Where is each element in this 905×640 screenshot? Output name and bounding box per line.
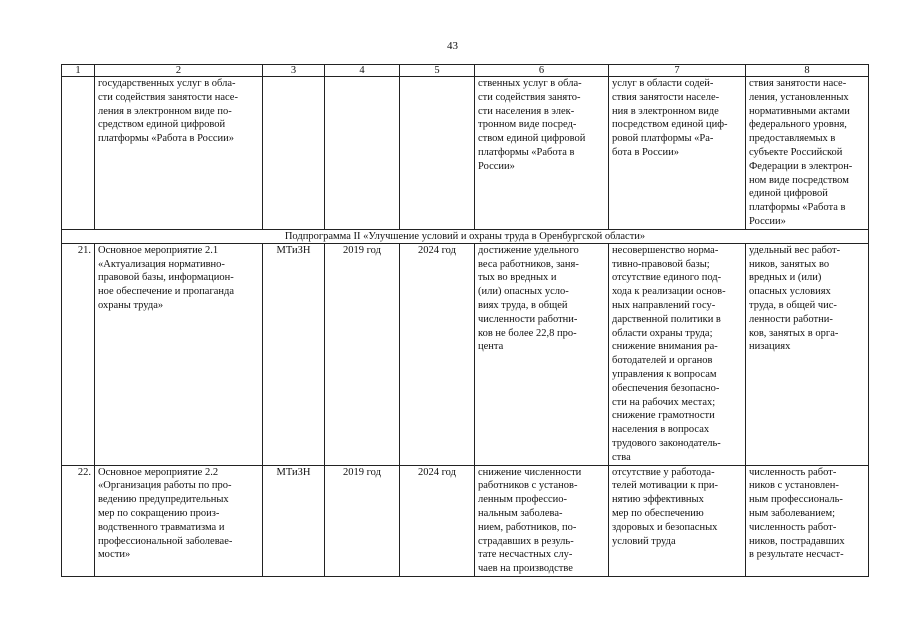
cont-cell-name: государственных услуг в обла- сти содействия занятости насе- ления в электронном виде по- средством единой цифровой платформы «Работа в России» — [95, 77, 263, 230]
cont-cell-end — [400, 77, 475, 230]
header-col-7: 7 — [609, 65, 746, 77]
cont-cell-risks: услуг в области содей- ствия занятости населе- ния в электронном виде посредством единой циф- ровой платформы «Ра- бота в России» — [609, 77, 746, 230]
header-col-8: 8 — [746, 65, 869, 77]
table-row — [62, 243, 869, 465]
risks: несовершенство норма- тивно-правовой базы; отсутствие единого под- хода к реализации основ- ных направлений госу- дарственной политики в области охраны труда; снижение внимания ра- ботодателей и органов управления к вопросам обеспечения безопасно- сти на рабочих местах; снижение грамотности населения в вопросах трудового законодатель- ства — [609, 243, 746, 465]
header-col-5: 5 — [400, 65, 475, 77]
continuation-row — [62, 77, 869, 230]
start-year: 2019 год — [325, 465, 400, 576]
header-col-4: 4 — [325, 65, 400, 77]
risks: отсутствие у работода- телей мотивации к при- нятию эффективных мер по обеспечению здоровых и безопасных условий труда — [609, 465, 746, 576]
subprogram-title: Подпрограмма II «Улучшение условий и охраны труда в Оренбургской области» — [62, 229, 869, 243]
start-year: 2019 год — [325, 243, 400, 465]
table-row — [62, 465, 869, 576]
cont-cell-exec — [263, 77, 325, 230]
indicator: численность работ- ников с установлен- ным профессиональ- ным заболеванием; численность работ- ников, пострадавших в результате несчаст- — [746, 465, 869, 576]
indicator: удельный вес работ- ников, занятых во вредных и (или) опасных условиях труда, в общей чис- ленности работни- ков, занятых в орга- низациях — [746, 243, 869, 465]
measures-table — [61, 64, 869, 577]
row-number: 22. — [62, 465, 95, 576]
executor: МТиЗН — [263, 465, 325, 576]
expected-result: достижение удельного веса работников, заня- тых во вредных и (или) опасных усло- виях труда, в общей численности работни- ков не более 22,8 про- цента — [475, 243, 609, 465]
header-col-6: 6 — [475, 65, 609, 77]
cont-cell-start — [325, 77, 400, 230]
page-number: 43 — [447, 40, 458, 52]
header-col-1: 1 — [62, 65, 95, 77]
cont-cell-indicator: ствия занятости насе- ления, установленных нормативными актами федерального уровня, предоставляемых в субъекте Российской Федерации в электрон- ном виде посредством единой цифровой платформы «Работа в России» — [746, 77, 869, 230]
header-col-2: 2 — [95, 65, 263, 77]
executor: МТиЗН — [263, 243, 325, 465]
header-row — [62, 65, 869, 77]
measure-name: Основное мероприятие 2.2 «Организация работы по про- ведению предупредительных мер по сокращению произ- водственного травматизма и профессиональной заболевае- мости» — [95, 465, 263, 576]
end-year: 2024 год — [400, 243, 475, 465]
end-year: 2024 год — [400, 465, 475, 576]
header-col-3: 3 — [263, 65, 325, 77]
expected-result: снижение численности работников с установ- ленным профессио- нальным заболева- нием, работников, по- страдавших в резуль- тате несчастных слу- чаев на производстве — [475, 465, 609, 576]
row-number: 21. — [62, 243, 95, 465]
cont-cell-num — [62, 77, 95, 230]
measure-name: Основное мероприятие 2.1 «Актуализация нормативно- правовой базы, информацион- ное обеспечение и пропаганда охраны труда» — [95, 243, 263, 465]
subprogram-row — [62, 229, 869, 243]
cont-cell-result: ственных услуг в обла- сти содействия занято- сти населения в элек- тронном виде посред- ством единой цифровой платформы «Работа в России» — [475, 77, 609, 230]
